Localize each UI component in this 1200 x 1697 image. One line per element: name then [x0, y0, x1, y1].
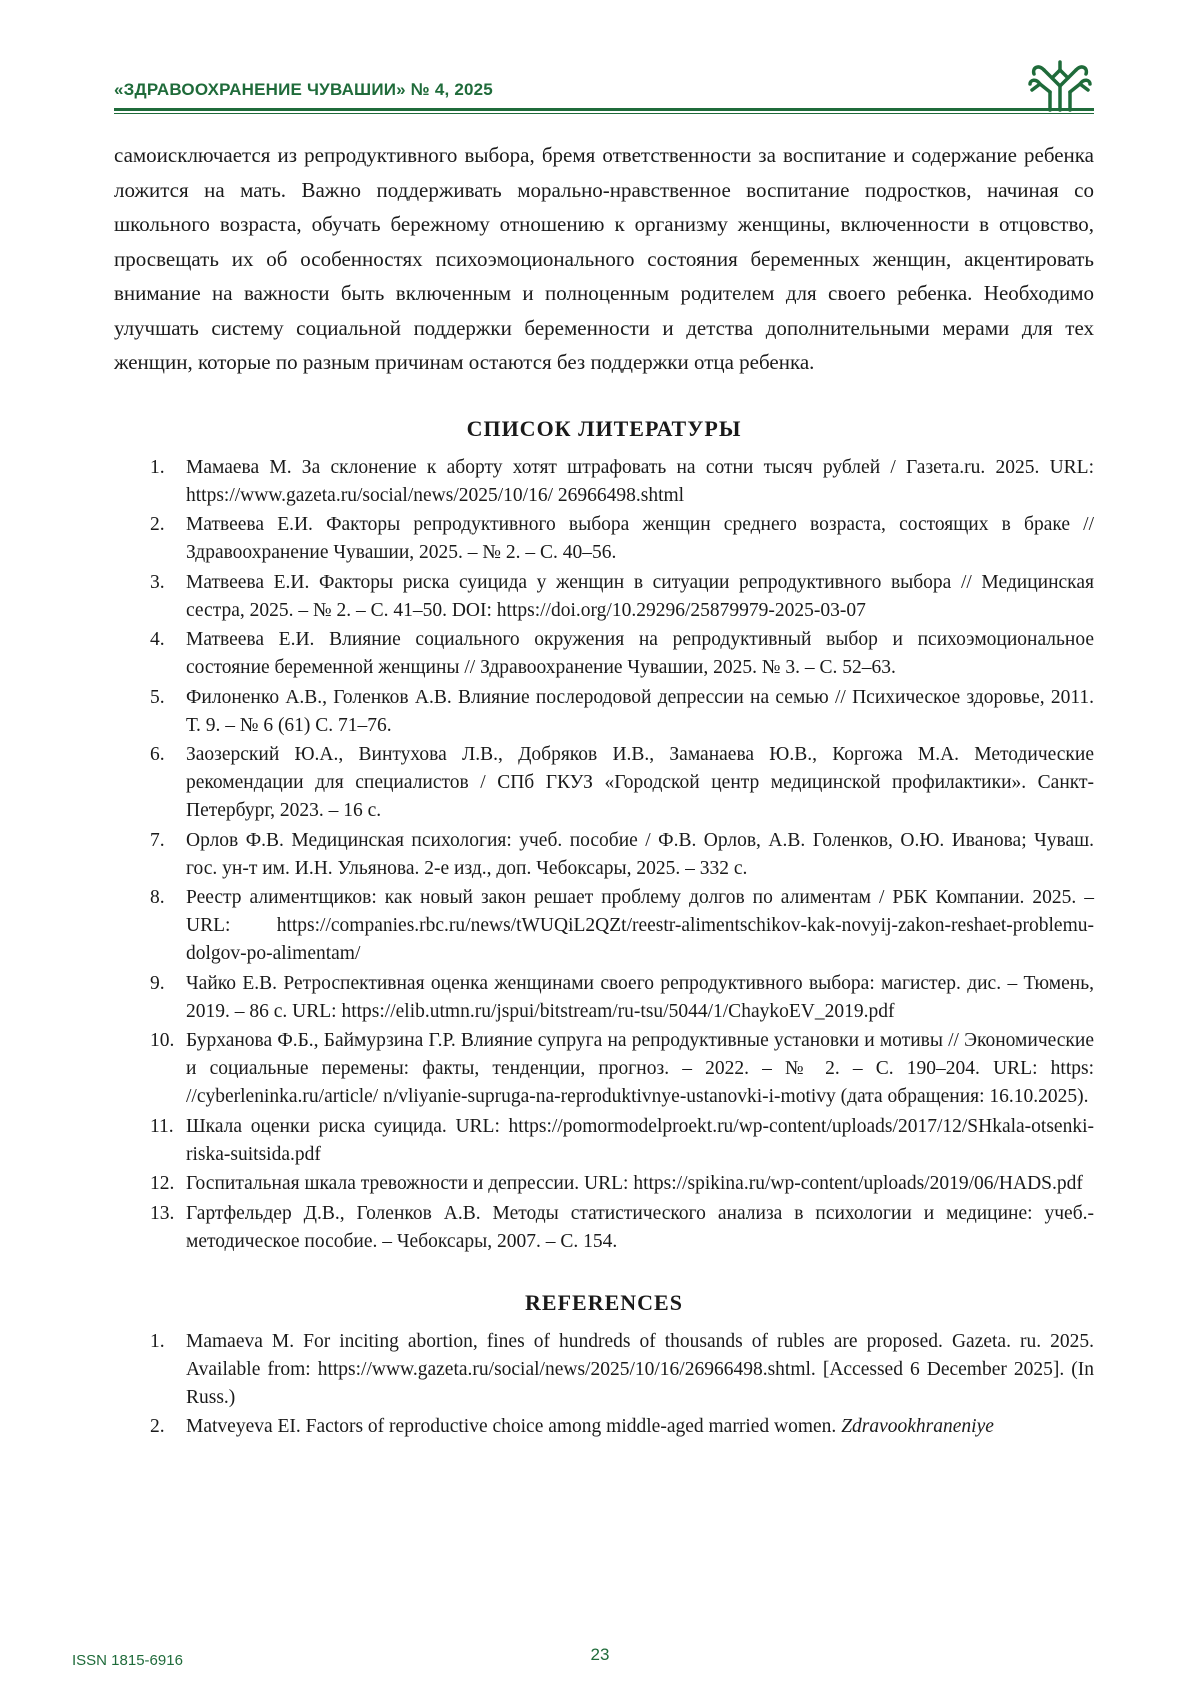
header-rule: [114, 108, 1094, 111]
references-heading: REFERENCES: [525, 1289, 683, 1315]
list-item: 12. Госпитальная шкала тревожности и депрессии. URL: https://spikina.ru/wp-content/uploads/2019/06/HADS.pdf: [150, 1173, 1083, 1194]
page-number: 23: [590, 1645, 610, 1664]
list-item: 11. Шкала оценки риска суицида. URL: https://pomormodelproekt.ru/wp-content/uploads/2017/12/SHkala-otsenki-riska-suitsida.pdf: [150, 1115, 1094, 1165]
list-item: 5. Филоненко А.В., Голенков А.В. Влияние послеродовой депрессии на семью // Психическое здоровье, 2011. Т. 9. – № 6 (61) С. 71–76.: [150, 686, 1094, 736]
chuvash-ornament-icon: [1026, 56, 1094, 112]
list-item: 1. Мамаева М. За склонение к аборту хотят штрафовать на сотни тысяч рублей / Газета.ru. 2025. URL: https://www.gazeta.ru/social/news/2025/10/16/ 26966498.shtml: [150, 456, 1094, 506]
list-item: 9. Чайко Е.В. Ретроспективная оценка женщинами своего репродуктивного выбора: магистер. дис. – Тюмень, 2019. – 86 с. URL: https://elib.utmn.ru/jspui/bitstream/ru-tsu/5044/1/ChaykoEV_2019.pdf: [150, 972, 1094, 1022]
journal-title: «ЗДРАВООХРАНЕНИЕ ЧУВАШИИ» № 4, 2025: [114, 80, 493, 99]
list-item: 6. Заозерский Ю.А., Винтухова Л.В., Добряков И.В., Заманаева Ю.В., Коргожа М.А. Методические рекомендации для специалистов / СПб ГКУЗ «Городской центр медицинской профилактики». Санкт-Петербург, 2023. – 16 с.: [150, 744, 1094, 821]
list-item: 2. Матвеева Е.И. Факторы репродуктивного выбора женщин среднего возраста, состоящих в браке // Здравоохранение Чувашии, 2025. – № 2. – С. 40–56.: [150, 514, 1094, 563]
list-item: 3. Матвеева Е.И. Факторы риска суицида у женщин в ситуации репродуктивного выбора // Медицинская сестра, 2025. – № 2. – С. 41–50. DOI: https://doi.org/10.29296/25879979-2025-03-07: [150, 571, 1094, 621]
list-item: 2. Matveyeva EI. Factors of reproductive choice among middle-aged married women. Zdravookhraneniye: [150, 1416, 994, 1437]
references-list: [114, 1328, 1094, 1442]
footer-issn: ISSN 1815-6916: [72, 1652, 183, 1669]
list-item: 4. Матвеева Е.И. Влияние социального окружения на репродуктивный выбор и психоэмоциональное состояние беременной женщины // Здравоохранение Чувашии, 2025. № 3. – С. 52–63.: [150, 629, 1094, 678]
list-item: 1. Mamaeva M. For inciting abortion, fines of hundreds of thousands of rubles are proposed. Gazeta. ru. 2025. Available from: https://www.gazeta.ru/social/news/2025/10/16/26966498.shtml. [Accessed 6 December 2025]. (In Russ.): [150, 1330, 1094, 1408]
list-item: 7. Орлов Ф.В. Медицинская психология: учеб. пособие / Ф.В. Орлов, А.В. Голенков, О.Ю. Иванова; Чуваш. гос. ун-т им. И.Н. Ульянова. 2-е изд., доп. Чебоксары, 2025. – 332 с.: [150, 829, 1094, 879]
literature-heading: СПИСОК ЛИТЕРАТУРЫ: [466, 415, 742, 441]
list-item: 13. Гартфельдер Д.В., Голенков А.В. Методы статистического анализа в психологии и медицине: учеб.-методическое пособие. – Чебоксары, 2007. – С. 154.: [150, 1202, 1094, 1252]
list-item: 8. Реестр алиментщиков: как новый закон решает проблему долгов по алиментам / РБК Компании. 2025. – URL: https://companies.rbc.ru/news/tWUQiL2QZt/reestr-alimentschikov-kak-novyij-zakon-reshaet-problemu-dolgov-po-alimentam/: [150, 887, 1094, 964]
body-paragraph: самоисключается из репродуктивного выбора, бремя ответственности за воспитание и содержание ребенка ложится на мать. Важно поддерживать морально-нравственное воспитание подростков, начиная со школьного возраста, обучать бережному отношению к организму женщины, включенности в отцовство, просвещать их об особенностях психоэмоционального состояния беременных женщин, акцентировать внимание на важности быть включенным и полноценным родителем для своего ребенка. Необходимо улучшать систему социальной поддержки беременности и детства дополнительными мерами для тех женщин, которые по разным причинам остаются без поддержки отца ребенка.: [114, 143, 1094, 374]
literature-list: [114, 454, 1094, 1256]
article-content: [114, 138, 1094, 1443]
header-rule-thin: [114, 113, 1094, 114]
list-item: 10. Бурханова Ф.Б., Баймурзина Г.Р. Влияние супруга на репродуктивные установки и мотивы // Экономические и социальные перемены: факты, тенденции, прогноз. – 2022. – № 2. – С. 190–204. URL: https: //cyberleninka.ru/article/ n/vliyanie-supruga-na-reproduktivnye-ustanovki-i-motivy (дата обращения: 16.10.2025).: [150, 1030, 1094, 1107]
